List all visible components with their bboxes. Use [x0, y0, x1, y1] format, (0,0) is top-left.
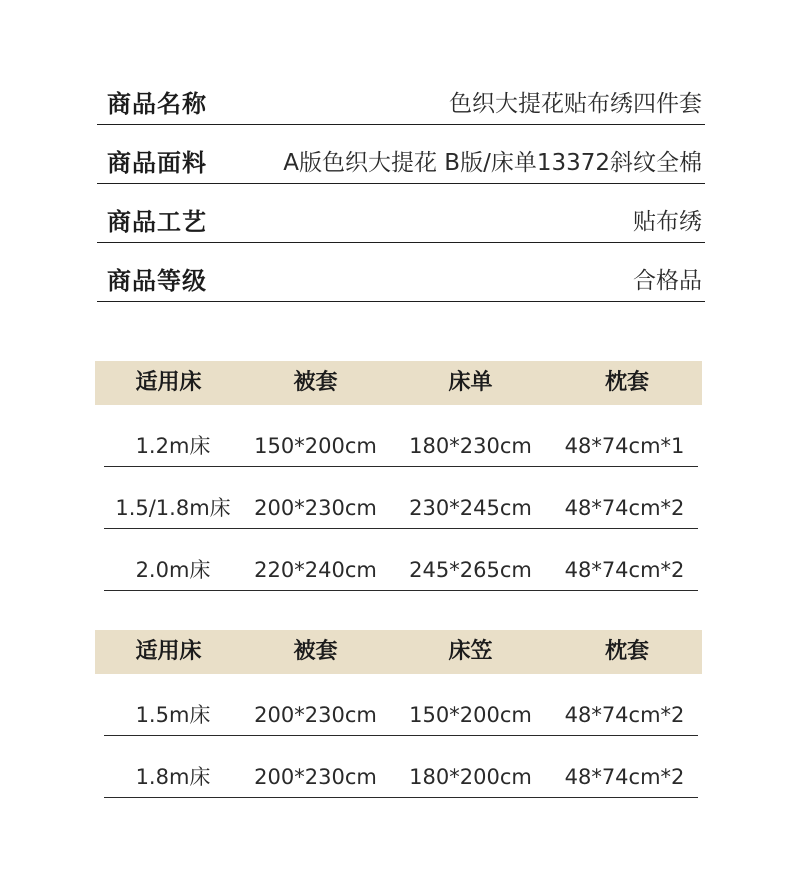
table-cell: 48*74cm*2: [564, 703, 685, 727]
table-cell: 1.5/1.8m床: [115, 496, 231, 520]
info-row-grade: [97, 243, 705, 302]
table-cell: 1.8m床: [135, 765, 211, 789]
table-header: [95, 630, 702, 674]
table-cell: 200*230cm: [254, 765, 377, 789]
table-cell: 245*265cm: [409, 558, 532, 582]
table-header: [95, 361, 702, 405]
table-row: [104, 736, 698, 798]
product-info-list: [97, 77, 705, 302]
table-cell: 2.0m床: [135, 558, 211, 582]
table-cell: 200*230cm: [254, 703, 377, 727]
size-table-sheet: [95, 361, 702, 591]
table-cell: 200*230cm: [254, 496, 377, 520]
info-label: 商品等级: [107, 267, 207, 295]
info-label: 商品名称: [107, 90, 207, 118]
header-cell: 被套: [293, 639, 338, 664]
table-cell: 220*240cm: [254, 558, 377, 582]
header-cell: 床单: [448, 370, 493, 395]
info-value: 色织大提花贴布绣四件套: [449, 91, 702, 117]
table-cell: 1.2m床: [135, 434, 211, 458]
header-cell: 适用床: [135, 639, 202, 664]
table-cell: 180*230cm: [409, 434, 532, 458]
table-row: [104, 529, 698, 591]
table-cell: 150*200cm: [254, 434, 377, 458]
header-cell: 被套: [293, 370, 338, 395]
info-value: A版色织大提花 B版/床单13372斜纹全棉: [283, 150, 702, 176]
table-cell: 48*74cm*1: [564, 434, 685, 458]
info-row-craft: [97, 184, 705, 243]
info-row-name: [97, 77, 705, 125]
info-value: 合格品: [633, 268, 702, 294]
info-row-fabric: [97, 125, 705, 184]
table-cell: 1.5m床: [135, 703, 211, 727]
info-label: 商品面料: [107, 149, 207, 177]
table-row: [104, 467, 698, 529]
table-cell: 150*200cm: [409, 703, 532, 727]
header-cell: 床笠: [448, 639, 493, 664]
size-table-fitted: [95, 630, 702, 798]
table-row: [104, 405, 698, 467]
table-cell: 230*245cm: [409, 496, 532, 520]
table-cell: 48*74cm*2: [564, 558, 685, 582]
table-cell: 180*200cm: [409, 765, 532, 789]
header-cell: 适用床: [135, 370, 202, 395]
table-cell: 48*74cm*2: [564, 496, 685, 520]
info-value: 贴布绣: [633, 209, 702, 235]
table-cell: 48*74cm*2: [564, 765, 685, 789]
info-label: 商品工艺: [107, 208, 207, 236]
table-row: [104, 674, 698, 736]
header-cell: 枕套: [604, 370, 649, 395]
header-cell: 枕套: [604, 639, 649, 664]
